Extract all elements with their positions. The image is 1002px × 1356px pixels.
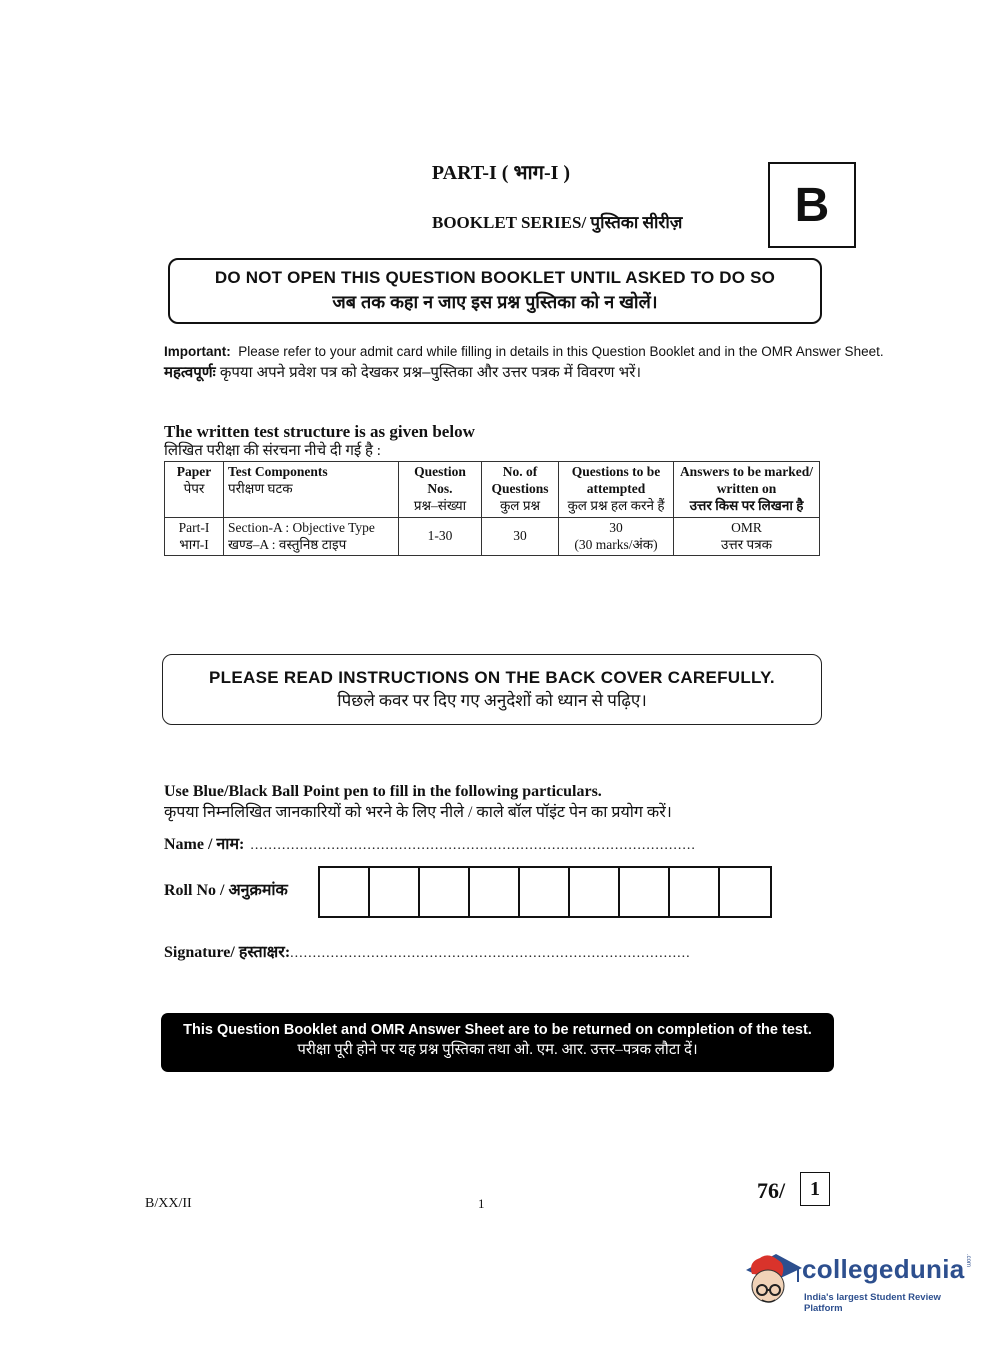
- header-paper: Paper पेपर: [165, 462, 224, 518]
- structure-heading-hi: लिखित परीक्षा की संरचना नीचे दी गई है :: [164, 443, 381, 459]
- logo-tagline: India's largest Student Review Platform: [804, 1292, 941, 1314]
- mascot-icon: [742, 1248, 802, 1310]
- roll-no-cell[interactable]: [620, 868, 670, 916]
- collegedunia-logo: [742, 1248, 972, 1312]
- important-label-en: Important:: [164, 344, 231, 359]
- series-letter-box: B: [768, 162, 856, 248]
- roll-no-cell[interactable]: [470, 868, 520, 916]
- read-instructions-notice: [162, 654, 822, 725]
- roll-no-cell[interactable]: [370, 868, 420, 916]
- return-booklet-banner: [161, 1013, 834, 1072]
- logo-brand-text: collegedunia: [802, 1254, 965, 1284]
- particulars-heading-hi: कृपया निम्नलिखित जानकारियों को भरने के लिए नीले / काले बॉल पॉइंट पेन का प्रयोग करें।: [164, 804, 672, 821]
- roll-no-grid[interactable]: [318, 866, 772, 918]
- important-text-hi: कृपया अपने प्रवेश पत्र को देखकर प्रश्न–पुस्तिका और उत्तर पत्रक में विवरण भरें।: [219, 364, 642, 381]
- header-components: Test Components परीक्षण घटक: [224, 462, 399, 518]
- signature-label: Signature/ हस्ताक्षर:: [164, 944, 291, 961]
- header-no-of-questions: No. of Questions कुल प्रश्न: [482, 462, 559, 518]
- header-answers-on: Answers to be marked/ written on उत्तर किस पर लिखना है: [674, 462, 820, 518]
- do-not-open-hi: जब तक कहा न जाए इस प्रश्न पुस्तिका को न खोलें।: [332, 292, 658, 312]
- test-structure-table: [164, 461, 820, 556]
- cell-no-of-questions: 30: [482, 517, 559, 556]
- signature-field[interactable]: [164, 940, 810, 962]
- return-booklet-en: This Question Booklet and OMR Answer Sheet are to be returned on completion of the test.: [183, 1022, 812, 1038]
- roll-no-cell[interactable]: [570, 868, 620, 916]
- do-not-open-en: DO NOT OPEN THIS QUESTION BOOKLET UNTIL ASKED TO DO SO: [214, 268, 776, 287]
- cell-answers-on: OMR उत्तर पत्रक: [674, 517, 820, 556]
- roll-no-cell[interactable]: [520, 868, 570, 916]
- name-label: Name / नाम:: [164, 836, 245, 853]
- important-note: [164, 344, 884, 382]
- particulars-heading-en: Use Blue/Black Ball Point pen to fill in the following particulars.: [164, 783, 602, 800]
- table-header-row: [165, 462, 820, 518]
- booklet-code: B/XX/II: [145, 1196, 192, 1211]
- name-field[interactable]: [164, 832, 810, 854]
- header-to-attempt: Questions to be attempted कुल प्रश्न हल करने हैं: [559, 462, 674, 518]
- return-booklet-hi: परीक्षा पूरी होने पर यह प्रश्न पुस्तिका तथा ओ. एम. आर. उत्तर–पत्रक लौटा दें।: [297, 1042, 698, 1058]
- cell-question-nos: 1-30: [399, 517, 482, 556]
- header-question-nos: Question Nos. प्रश्न–संख्या: [399, 462, 482, 518]
- page-number: 1: [478, 1196, 485, 1211]
- part-title: PART-I ( भाग-I ): [431, 162, 571, 184]
- roll-no-cell[interactable]: [420, 868, 470, 916]
- do-not-open-notice: [168, 258, 822, 324]
- booklet-series-label: BOOKLET SERIES/ पुस्तिका सीरीज़: [432, 213, 683, 232]
- cell-to-attempt: 30 (30 marks/अंक): [559, 517, 674, 556]
- structure-heading-en: The written test structure is as given below: [164, 422, 475, 441]
- roll-no-cell[interactable]: [720, 868, 770, 916]
- cell-paper: Part-I भाग-I: [165, 517, 224, 556]
- page-code: 76/: [757, 1178, 786, 1203]
- cell-component: Section-A : Objective Type खण्ड–A : वस्तुनिष्ठ टाइप: [224, 517, 399, 556]
- signature-dotted-line[interactable]: .........................................................................................: [290, 946, 691, 961]
- roll-no-label: Roll No / अनुक्रमांक: [164, 882, 288, 899]
- read-instructions-hi: पिछले कवर पर दिए गए अनुदेशों को ध्यान से पढ़िए।: [337, 691, 647, 710]
- name-dotted-line[interactable]: ...................................................................................................: [250, 838, 696, 853]
- read-instructions-en: PLEASE READ INSTRUCTIONS ON THE BACK COVER CAREFULLY.: [209, 668, 775, 687]
- structure-heading: [164, 422, 475, 460]
- logo-com-text: .com: [965, 1254, 971, 1268]
- particulars-heading: [164, 783, 672, 822]
- important-label-hi: महत्वपूर्णः: [164, 364, 216, 381]
- important-text-en: Please refer to your admit card while filling in details in this Question Booklet and in the OMR Answer Sheet.: [238, 344, 884, 359]
- roll-no-cell[interactable]: [670, 868, 720, 916]
- roll-no-cell[interactable]: [320, 868, 370, 916]
- page-code-box: 1: [800, 1172, 830, 1206]
- table-row: [165, 517, 820, 556]
